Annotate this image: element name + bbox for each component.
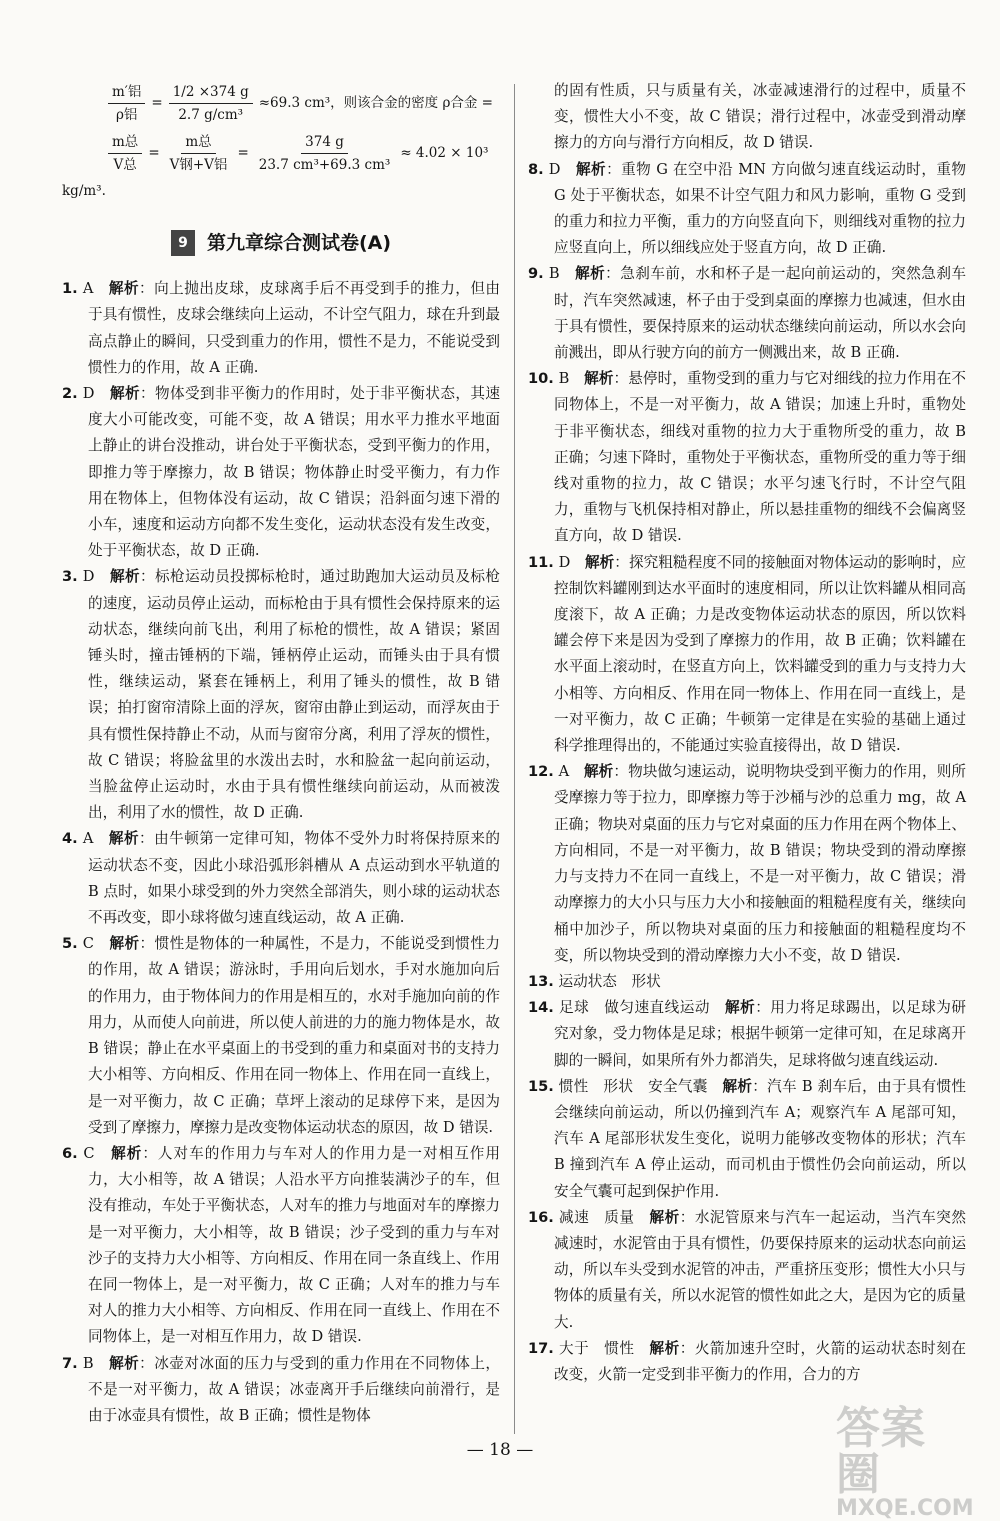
fraction-numerator: m总 [181,131,215,154]
fraction-numerator: m′铝 [108,81,145,104]
fraction-denominator: V总 [113,156,137,173]
answer-key: B [548,265,560,283]
equation-block [62,78,500,204]
answer-list-right [528,78,966,1388]
answer-key: 惯性 形状 安全气囊 [558,1077,708,1095]
answer-item [62,381,500,564]
fraction [169,81,253,126]
question-number: 13. [528,972,554,990]
answer-item [62,826,500,931]
analysis-label: 解析 [649,1339,680,1357]
watermark-url: MXQE.COM [836,1496,974,1521]
answer-key: D [548,160,561,178]
question-number: 14. [528,999,554,1017]
analysis-label: 解析 [109,935,140,953]
answer-item [62,931,500,1141]
fraction-denominator: 2.7 g/cm³ [178,106,244,123]
analysis-label: 解析 [109,385,140,403]
answer-key: 减速 质量 [559,1208,635,1226]
answer-key: D [558,553,571,571]
analysis-label: 解析 [111,1144,143,1162]
question-number: 16. [528,1208,554,1226]
analysis-text: ：物块做匀速运动，说明物块受到平衡力的作用，则所受摩擦力等于拉力，即摩擦力等于沙桶与沙的总重力 mg，故 A 正确；物块对桌面的压力与它对桌面的压力作用在两个物体上、方向相同，不是一对平衡力，故 B 错误；物块受到的滑动摩擦力与支持力不在同一直线上，不是一对平衡力，故 C 错误；滑动摩擦力的大小只与压力大小和接触面的粗糙程度有关，继续向桶中加沙子，所以物块对桌面的压力和接触面的粗糙程度均不变，所以物块受到的滑动摩擦力大小不变，故 D 错误. [554,763,966,964]
analysis-text: ：重物 G 在空中沿 MN 方向做匀速直线运动时，重物 G 处于平衡状态，如果不计空气阻力和风力影响，重物 G 受到的重力和拉力平衡，重力的方向竖直向下，则细线对重物的拉力应竖直向上，所以细线应处于竖直方向，故 D 正确. [554,160,966,257]
fraction-denominator: 23.7 cm³+69.3 cm³ [258,156,391,173]
answer-item [528,1074,966,1205]
analysis-label: 解析 [575,265,606,283]
equation-line-3: kg/m³. [62,183,106,199]
answer-item [528,969,966,995]
fraction-denominator: V钢+V铝 [169,156,228,173]
answer-item [62,1141,500,1351]
analysis-text: ：标枪运动员投掷标枪时，通过助跑加大运动员及标枪的速度，运动员停止运动，而标枪由于具有惯性会保持原来的运动状态，继续向前飞出，利用了标枪的惯性，故 A 错误；紧固锤头时，撞击锤柄的下端，锤柄停止运动，而锤头由于具有惯性，继续运动，紧套在锤柄上，利用了锤头的惯性，故 B 错误；拍打窗帘清除上面的浮灰，窗帘由静止到运动，而浮灰由于具有惯性保持静止不动，从而与窗帘分离，利用了浮灰的惯性，故 C 错误；将脸盆里的水泼出去时，水和脸盆一起向前运动，当脸盆停止运动时，水由于具有惯性继续向前运动，从而被泼出，利用了水的惯性，故 D 正确. [88,568,500,822]
answer-key: A [82,830,94,848]
analysis-text: ：惯性是物体的一种属性，不是力，不能说受到惯性力的作用，故 A 错误；游泳时，手用向后划水，手对水施加向后的作用力，由于物体间力的作用是相互的，水对手施加向前的作用力，从而使人向前进，所以使人前进的力的施力物体是水，故 B 错误；静止在水平桌面上的书受到的重力和桌面对书的支持力大小相等、方向相反、作用在同一物体上、作用在同一直线上，是一对平衡力，故 C 正确；草坪上滚动的足球停下来，是因为受到了摩擦力，摩擦力是改变物体运动状态的原因，故 D 错误. [88,935,500,1136]
right-column [528,78,966,1388]
fraction [255,131,395,176]
fraction-numerator: m总 [108,131,142,154]
answer-item [528,261,966,366]
analysis-label: 解析 [584,370,614,388]
answer-key: C [83,1144,95,1162]
answer-item [62,276,500,381]
column-divider [514,84,515,1434]
answer-item [62,564,500,826]
answer-item [528,759,966,969]
analysis-label: 解析 [109,1354,140,1372]
question-number: 1. [62,280,78,298]
answer-item [528,1336,966,1388]
left-column [62,78,500,1429]
analysis-text: ：由牛顿第一定律可知，物体不受外力时将保持原来的运动状态不变，因此小球沿弧形斜槽从 A 点运动到水平轨道的 B 点时，如果小球受到的外力突然全部消失，则小球的运动状态不再改变，即小球将做匀速直线运动，故 A 正确. [88,830,500,927]
fraction-numerator: 374 g [301,131,348,154]
answer-key: B [558,370,570,388]
page-number: — 18 — [466,1440,534,1460]
analysis-text: ：水泥管原来与汽车一起运动，当汽车突然减速时，水泥管由于具有惯性，仍要保持原来的运动状态向前运动，所以车头受到水泥管的冲击，严重挤压变形；惯性大小只与物体的质量有关，所以水泥管的惯性如此之大，是因为它的质量大. [554,1208,966,1331]
answer-key: 运动状态 形状 [558,972,661,990]
answer-key: 大于 惯性 [559,1339,635,1357]
question-number: 17. [528,1339,554,1357]
answer-key: D [82,568,95,586]
analysis-text: ：探究粗糙程度不同的接触面对物体运动的影响时，应控制饮料罐刚到达水平面时的速度相同，所以让饮料罐从相同高度滚下，故 A 正确；力是改变物体运动状态的原因，所以饮料罐会停下来是因为受到了摩擦力的作用，故 B 正确；饮料罐在水平面上滚动时，在竖直方向上，饮料罐受到的重力与支持力大小相等、方向相反、作用在同一物体上、作用在同一直线上，是一对平衡力，故 C 正确；牛顿第一定律是在实验的基础上通过科学推理得出的，不能通过实验直接得出，故 D 错误. [554,553,966,755]
analysis-label: 解析 [109,568,140,586]
analysis-text: ：用力将足球踢出，以足球为研究对象，受力物体是足球；根据牛顿第一定律可知，在足球离开脚的一瞬间，如果所有外力都消失，足球将做匀速直线运动. [554,999,966,1069]
answer-list-left [62,276,500,1429]
answer-item [528,366,966,549]
analysis-label: 解析 [575,160,607,178]
watermark-text: 答案圈 [836,1403,926,1500]
equation-text: ≈69.3 cm³，则该合金的密度 ρ合金 = [258,94,493,111]
answer-item [62,1351,500,1430]
question-number: 6. [62,1144,78,1162]
question-number: 11. [528,553,554,571]
answer-key: 足球 做匀速直线运动 [559,999,710,1017]
answer-item [528,78,966,157]
analysis-text: ：物体受到非平衡力的作用时，处于非平衡状态，其速度大小可能改变，可能不变，故 A 错误；用水平力推水平地面上静止的讲台没推动，讲台处于平衡状态，受到平衡力的作用，即推力等于摩擦力，故 B 错误；物体静止时受平衡力，有力作用在物体上，但物体没有运动，故 C 错误；沿斜面匀速下滑的小车，速度和运动方向都不发生变化，运动状态没有发生改变，处于平衡状态，故 D 正确. [88,385,500,560]
fraction-numerator: 1/2 ×374 g [169,81,253,104]
question-number: 3. [62,568,78,586]
question-number: 8. [528,160,544,178]
fraction [108,131,142,176]
answer-item [528,995,966,1074]
answer-key: D [82,385,95,403]
answer-key: A [558,763,570,781]
analysis-text: 的固有性质，只与质量有关，冰壶减速滑行的过程中，质量不变，惯性大小不变，故 C 错误；滑行过程中，冰壶受到滑动摩擦力的方向与滑行方向相反，故 D 错误. [554,82,966,152]
analysis-label: 解析 [584,553,615,571]
analysis-text: ：汽车 B 刹车后，由于具有惯性会继续向前运动，所以仍撞到汽车 A；观察汽车 A 尾部可知，汽车 A 尾部形状发生变化，说明力能够改变物体的形状；汽车 B 撞到汽车 A 停止运动，而司机由于惯性仍会向前运动，所以安全气囊可起到保护作用. [554,1077,966,1200]
analysis-label: 解析 [725,999,756,1017]
equation-line-1: $\frac{\text{m′铝}}{\text{ρ铝}}$ = $\frac{1/2 \times 374 g}{\text{2.7 g/cm³}}$ ≈69.3 cm³，则该合金的密度 ρ合金 = [102,78,500,128]
answer-item [528,157,966,262]
answer-item [528,1205,966,1336]
section-heading [62,214,500,272]
question-number: 4. [62,830,78,848]
answer-item [528,550,966,760]
question-number: 12. [528,763,554,781]
analysis-label: 解析 [108,280,140,298]
equation-text: ≈ 4.02 × 10³ [400,144,489,161]
analysis-text: ：人对车的作用力与车对人的作用力是一对相互作用力，大小相等，故 A 错误；人沿水平方向推装满沙子的车，但没有推动，车处于平衡状态，人对车的推力与地面对车的摩擦力是一对平衡力，大小相等，故 B 错误；沙子受到的重力与车对沙子的支持力大小相等、方向相反、作用在同一条直线上、作用在同一物体上，是一对平衡力，故 C 正确；人对车的推力与车对人的推力大小相等、方向相反、作用在同一直线上、作用在不同物体上，是一对相互作用力，故 D 错误. [88,1144,500,1346]
question-number: 10. [528,370,554,388]
analysis-text: ：急刹车前，水和杯子是一起向前运动的，突然急刹车时，汽车突然减速，杯子由于受到桌面的摩擦力也减速，但水由于具有惯性，要保持原来的运动状态继续向前运动，所以水会向前溅出，即从行驶方向的前方一侧溅出来，故 B 正确. [554,265,966,362]
analysis-label: 解析 [722,1077,753,1095]
analysis-text: ：火箭加速升空时，火箭的运动状态时刻在改变，火箭一定受到非平衡力的作用，合力的方 [554,1339,966,1383]
answer-key: B [82,1354,94,1372]
fraction-denominator: ρ铝 [115,106,138,123]
fraction [108,81,145,126]
analysis-label: 解析 [649,1208,680,1226]
question-number: 2. [62,385,78,403]
analysis-text: ：向上抛出皮球，皮球离手后不再受到手的推力，但由于具有惯性，皮球会继续向上运动，不计空气阻力，球在升到最高点静止的瞬间，只受到重力的作用，惯性不是力，不能说受到惯性力的作用，故 A 正确. [88,280,500,376]
fraction [166,131,232,176]
answer-key: C [82,935,94,953]
analysis-text: ：悬停时，重物受到的重力与它对细线的拉力作用在不同物体上，不是一对平衡力，故 A 错误；加速上升时，重物处于非平衡状态，细线对重物的拉力大于重物所受的重力，故 B 正确；匀速下降时，重物处于平衡状态，重物所受的重力等于细线对重物的拉力，故 C 错误；水平匀速飞行时，不计空气阻力，重物与飞机保持相对静止，所以悬挂重物的细线不会偏离竖直方向，故 D 错误. [554,370,966,545]
question-number: 5. [62,935,78,953]
question-number: 15. [528,1077,554,1095]
chapter-badge: 9 [171,230,195,256]
analysis-label: 解析 [108,830,140,848]
analysis-text: ：冰壶对冰面的压力与受到的重力作用在不同物体上，不是一对平衡力，故 A 错误；冰壶离开手后继续向前滑行，是由于冰壶具有惯性，故 B 正确；惯性是物体 [88,1354,500,1424]
equation-line-2: $\frac{\text{m总}}{\text{V总}}$ = $\frac{\text{m总}}{\text{V钢+V铝}}$ = $\frac{374 g}{\text{23.7 cm³+69.3 cm³}}$ ≈ 4.02 × 10³ [102,128,500,178]
watermark-logo [836,1403,974,1521]
question-number: 9. [528,265,544,283]
answer-key: A [82,280,94,298]
section-title: 第九章综合测试卷(A) [206,232,392,255]
question-number: 7. [62,1354,78,1372]
analysis-label: 解析 [583,763,614,781]
